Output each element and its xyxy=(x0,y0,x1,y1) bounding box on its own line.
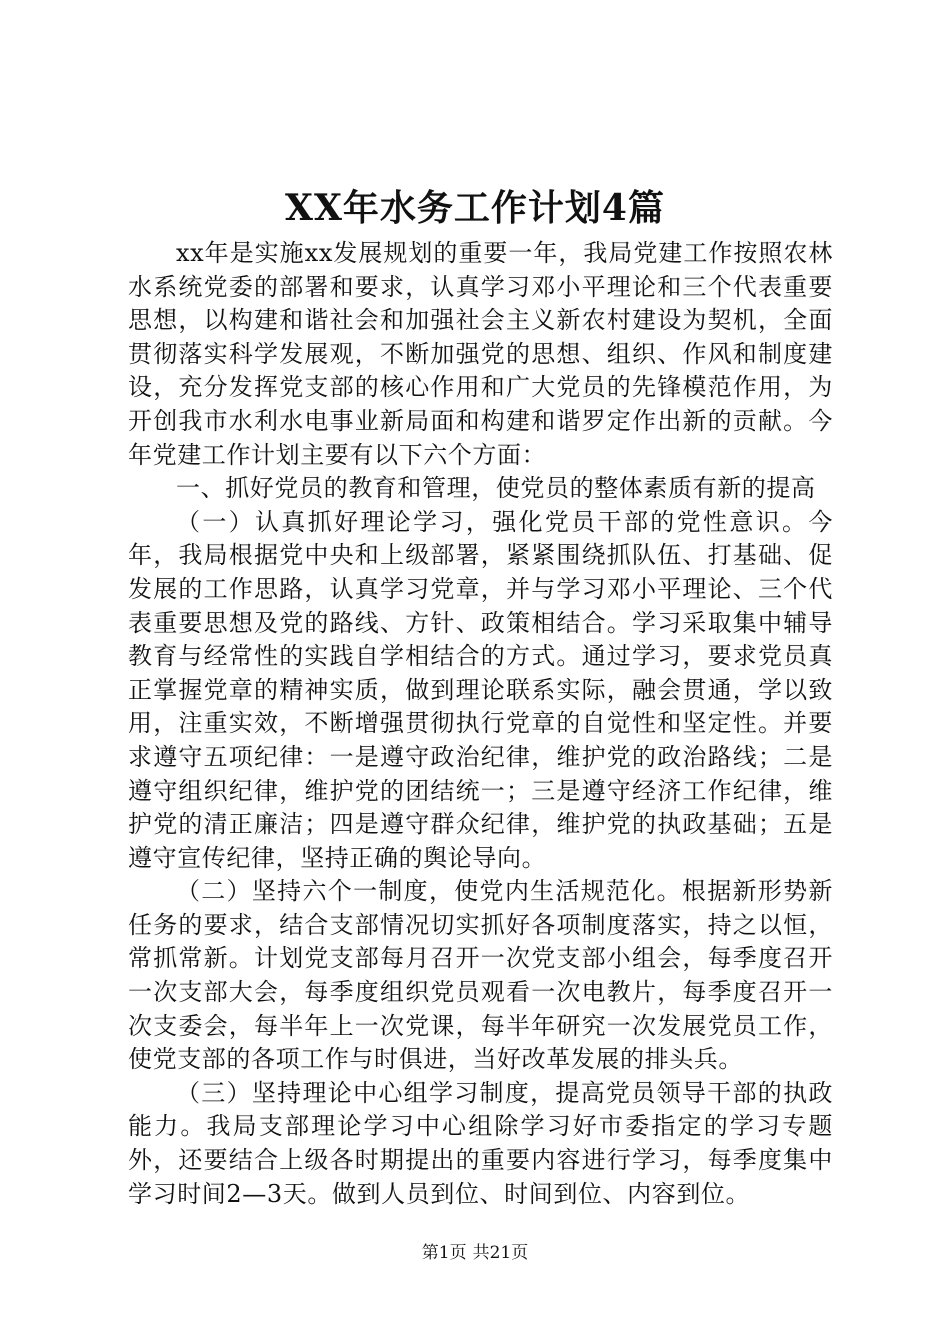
subsection-paragraph-3: （三）坚持理论中心组学习制度，提高党员领导干部的执政能力。我局支部理论学习中心组除学习好市委指定的学习专题外，还要结合上级各时期提出的重要内容进行学习，每季度集中学习时间2—3天。做到人员到位、时间到位、内容到位。 xyxy=(128,1078,833,1208)
subsection-paragraph-2: （二）坚持六个一制度，使党内生活规范化。根据新形势新任务的要求，结合支部情况切实抓好各项制度落实，持之以恒，常抓常新。计划党支部每月召开一次党支部小组会，每季度召开一次支部大会，每季度组织党员观看一次电教片，每季度召开一次支委会，每半年上一次党课，每半年研究一次发展党员工作，使党支部的各项工作与时俱进，当好改革发展的排头兵。 xyxy=(128,877,833,1074)
section-heading-1: 一、抓好党员的教育和管理，使党员的整体素质有新的提高 xyxy=(176,474,816,503)
page-footer xyxy=(0,1241,950,1265)
page-total: 共21页 xyxy=(472,1243,529,1263)
page-number: 第1页 xyxy=(421,1243,467,1263)
document-body xyxy=(128,237,833,1211)
intro-paragraph: xx年是实施xx发展规划的重要一年，我局党建工作按照农林水系统党委的部署和要求，认真学习邓小平理论和三个代表重要思想，以构建和谐社会和加强社会主义新农村建设为契机，全面贯彻落实科学发展观，不断加强党的思想、组织、作风和制度建设，充分发挥党支部的核心作用和广大党员的先锋模范作用，为开创我市水利水电事业新局面和构建和谐罗定作出新的贡献。今年党建工作计划主要有以下六个方面： xyxy=(128,239,833,469)
subsection-paragraph-1: （一）认真抓好理论学习，强化党员干部的党性意识。今年，我局根据党中央和上级部署，紧紧围绕抓队伍、打基础、促发展的工作思路，认真学习党章，并与学习邓小平理论、三个代表重要思想及党的路线、方针、政策相结合。学习采取集中辅导教育与经常性的实践自学相结合的方式。通过学习，要求党员真正掌握党章的精神实质，做到理论联系实际，融会贯通，学以致用，注重实效，不断增强贯彻执行党章的自觉性和坚定性。并要求遵守五项纪律：一是遵守政治纪律，维护党的政治路线；二是遵守组织纪律，维护党的团结统一；三是遵守经济工作纪律，维护党的清正廉洁；四是遵守群众纪律，维护党的执政基础；五是遵守宣传纪律，坚持正确的舆论导向。 xyxy=(128,507,833,872)
document-title: XX年水务工作计划4篇 xyxy=(285,187,665,229)
